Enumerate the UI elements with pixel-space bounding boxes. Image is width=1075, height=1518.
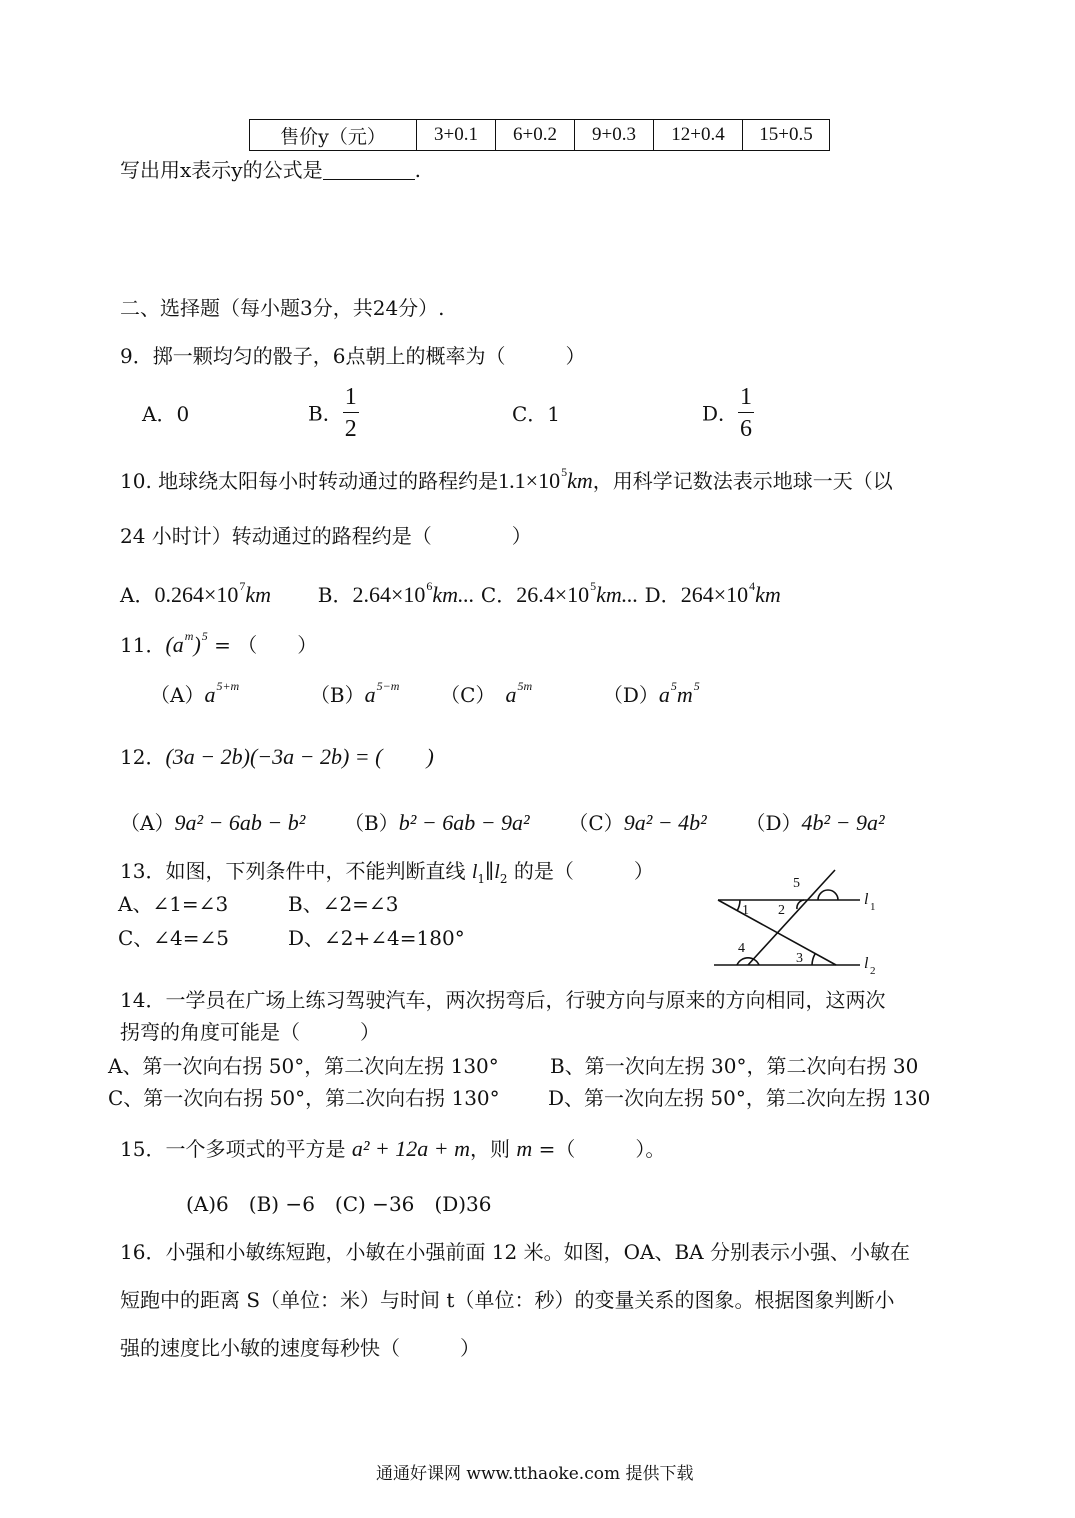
table-cell: 9+0.3	[575, 120, 654, 151]
expr-exp: 5	[201, 629, 208, 643]
q12-option-b: b² − 6ab − 9a²	[398, 810, 530, 835]
option-base: 0.264×10	[154, 582, 239, 607]
parallel-lines-figure	[700, 866, 890, 978]
option-label: B．	[308, 401, 343, 426]
q14-line2: 拐弯的角度可能是（ ）	[120, 1020, 380, 1044]
option-base: a	[364, 682, 376, 707]
option-math	[516, 579, 639, 607]
expr-base: (a	[165, 632, 184, 657]
q15-var: m	[516, 1136, 533, 1161]
option-base: a	[505, 682, 517, 707]
numerator: 1	[343, 384, 359, 413]
q9-option-b	[308, 384, 359, 443]
q10-base: 1.1×10	[498, 468, 561, 493]
option-unit: km...	[432, 582, 475, 607]
option-label: （B）	[309, 683, 365, 707]
option-label: D．	[644, 583, 681, 607]
option-label: （A）	[120, 811, 175, 835]
q14-option-d: D、第一次向左拐 50°，第二次向左拐 130	[548, 1086, 931, 1110]
q11-option-d	[602, 679, 700, 707]
q12-option-c: 9a² − 4b²	[623, 810, 707, 835]
q10-option-b	[317, 579, 475, 607]
q10-option-c	[480, 579, 639, 607]
q11-eq: = （ ）	[207, 633, 318, 657]
q12-stem	[120, 746, 434, 768]
option-math	[658, 679, 700, 707]
option-exp: 5	[670, 679, 677, 693]
line-l1: l	[471, 861, 478, 883]
line-l1-sub: 1	[477, 872, 486, 886]
option-exp: 5	[693, 679, 700, 693]
q9-option-a: A．0	[142, 402, 190, 426]
q13-option-c: C、∠4=∠5	[118, 926, 230, 950]
option-exp: 5m	[517, 679, 533, 693]
transversal-2	[748, 870, 835, 965]
q14-option-c: C、第一次向右拐 50°，第二次向右拐 130°	[108, 1086, 500, 1110]
q12-num: 12．	[120, 745, 166, 769]
q12-expr: (3a − 2b)(−3a − 2b) = ( )	[165, 744, 434, 769]
price-table	[249, 119, 830, 151]
option-exp: 5−m	[376, 679, 400, 693]
q9-stem: 9．掷一颗均匀的骰子，6点朝上的概率为（ ）	[120, 344, 586, 368]
q11-option-c	[440, 679, 533, 707]
option-math	[505, 679, 533, 707]
angle-label-2: 2	[778, 903, 785, 918]
label-l1-sub: 1	[870, 901, 876, 913]
q12-options	[120, 812, 885, 834]
table-header-cell: 售价y（元）	[250, 120, 417, 151]
option-unit: km...	[596, 582, 639, 607]
option-exp: 5	[590, 579, 597, 593]
option-base: m	[676, 682, 693, 707]
option-label: D．	[702, 401, 739, 426]
expr-exp: m	[184, 629, 194, 643]
angle-arc-5	[818, 890, 838, 900]
option-exp: 6	[426, 579, 433, 593]
table-row	[250, 120, 830, 151]
q16-line2: 短跑中的距离 S（单位：米）与时间 t（单位：秒）的变量关系的图象。根据图象判断小	[120, 1288, 895, 1312]
denominator: 2	[344, 416, 357, 443]
option-math	[680, 579, 781, 607]
angle-label-4: 4	[738, 941, 745, 956]
q15-options: (A)6 (B) −6 (C) −36 (D)36	[186, 1192, 492, 1216]
q9-option-c: C．1	[512, 402, 561, 426]
angle-label-1: 1	[742, 903, 749, 918]
q10-line2: 24 小时计）转动通过的路程约是（ ）	[120, 524, 532, 548]
option-exp: 5+m	[216, 679, 240, 693]
q11-option-b	[309, 679, 400, 707]
q15-text-mid: ，则	[470, 1137, 517, 1161]
option-base: 264×10	[680, 582, 749, 607]
q12-option-d: 4b² − 9a²	[801, 810, 885, 835]
q13-option-a: A、∠1=∠3	[118, 892, 229, 916]
q10-unit: km	[567, 468, 593, 493]
parallel-sign: ∥	[485, 859, 495, 883]
option-math	[154, 579, 272, 607]
expr-paren: )	[193, 632, 201, 657]
angle-label-5: 5	[793, 876, 800, 891]
label-l1: l	[864, 891, 869, 908]
angle-label-3: 3	[796, 951, 803, 966]
label-l2-sub: 2	[870, 965, 876, 977]
q16-line1: 16．小强和小敏练短跑，小敏在小强前面 12 米。如图，OA、BA 分别表示小强、小敏在	[120, 1240, 910, 1264]
option-label: C．	[480, 583, 517, 607]
q14-line1: 14．一学员在广场上练习驾驶汽车，两次拐弯后，行驶方向与原来的方向相同，这两次	[120, 988, 886, 1012]
q10-math	[498, 465, 593, 493]
option-label: （A）	[150, 683, 205, 707]
q14-option-a: A、第一次向右拐 50°，第二次向左拐 130°	[108, 1054, 499, 1078]
fraction	[343, 384, 359, 443]
option-label: （D）	[602, 683, 659, 707]
option-base: a	[204, 682, 216, 707]
q15-text-end: =（ ）。	[532, 1137, 666, 1161]
q10-text: 10. 地球绕太阳每小时转动通过的路程约是	[120, 469, 499, 493]
q11-option-a	[150, 679, 240, 707]
option-math	[352, 579, 475, 607]
option-math	[364, 679, 400, 707]
option-base: 26.4×10	[516, 582, 590, 607]
q10-options	[120, 579, 781, 607]
q13-option-d: D、∠2+∠4=180°	[288, 926, 465, 950]
q10-option-d	[644, 579, 781, 607]
q13-text: 13．如图，下列条件中，不能判断直线	[120, 859, 472, 883]
q11-num: 11．	[120, 633, 166, 657]
table-cell: 15+0.5	[743, 120, 830, 151]
angle-arc-3	[812, 954, 815, 965]
option-label: （D）	[745, 811, 802, 835]
q9-option-d	[702, 384, 754, 443]
page-footer: 通通好课网 www.tthaoke.com 提供下载	[376, 1464, 694, 1484]
numerator: 1	[738, 384, 754, 413]
q13-stem	[120, 861, 654, 885]
option-math	[204, 679, 240, 707]
line-l2: l	[494, 861, 500, 883]
angle-arc-1	[737, 900, 740, 911]
option-exp: 7	[239, 579, 246, 593]
q13-text-end: 的是（ ）	[507, 859, 654, 883]
q15-expr: a² + 12a + m	[351, 1136, 470, 1161]
option-label: A．	[120, 583, 155, 607]
option-unit: km	[245, 582, 272, 607]
q10-line1	[120, 465, 893, 493]
q11-options	[150, 679, 700, 707]
section-title: 二、选择题（每小题3分，共24分）.	[120, 296, 445, 320]
line-l2-sub: 2	[499, 872, 508, 886]
q8-formula-line	[120, 160, 421, 180]
option-exp: 4	[749, 579, 756, 593]
q15-text: 15．一个多项式的平方是	[120, 1137, 352, 1161]
table-cell: 12+0.4	[654, 120, 743, 151]
q13-option-b: B、∠2=∠3	[288, 892, 399, 916]
q10-option-a	[120, 579, 272, 607]
label-l2: l	[864, 955, 869, 972]
table-cell: 6+0.2	[496, 120, 575, 151]
option-label: （C）	[568, 811, 624, 835]
q12-option-a: 9a² − 6ab − b²	[174, 810, 306, 835]
option-base: 2.64×10	[352, 582, 426, 607]
option-label: B．	[317, 583, 353, 607]
q15-stem	[120, 1138, 665, 1160]
table-cell: 3+0.1	[417, 120, 496, 151]
option-unit: km	[755, 582, 781, 607]
denominator: 6	[740, 416, 753, 443]
option-label: （C）	[440, 683, 496, 707]
answer-blank	[323, 161, 415, 180]
q11-expr	[165, 629, 208, 657]
q14-option-b: B、第一次向左拐 30°，第二次向右拐 30	[550, 1054, 919, 1078]
option-label: （B）	[344, 811, 399, 835]
q10-text-end: ，用科学记数法表示地球一天（以	[592, 469, 893, 493]
q10-exp: 5	[561, 465, 568, 479]
fraction	[738, 384, 754, 443]
q11-stem	[120, 629, 318, 657]
q8-text: 写出用x表示y的公式是	[120, 158, 323, 182]
q8-end: .	[414, 158, 421, 182]
q16-line3: 强的速度比小敏的速度每秒快（ ）	[120, 1336, 480, 1360]
option-base: a	[658, 682, 670, 707]
